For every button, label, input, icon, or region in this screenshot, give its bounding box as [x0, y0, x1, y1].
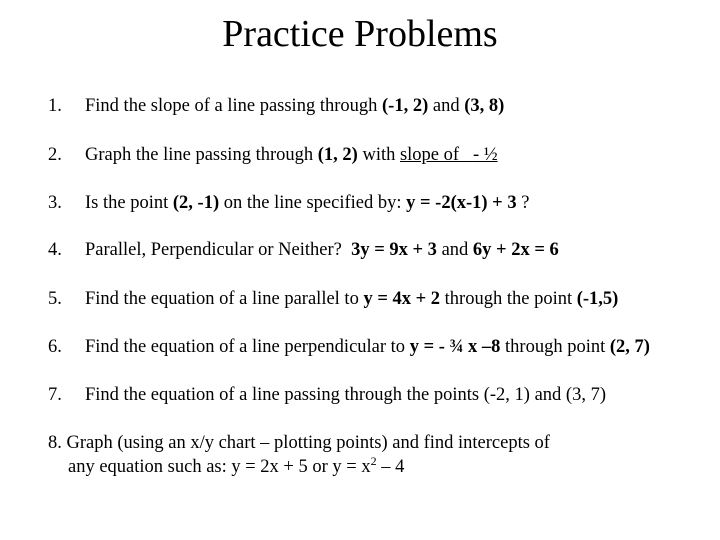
- point: (2, -1): [172, 193, 220, 213]
- equation-a: 3y = 9x + 3: [351, 240, 437, 260]
- problem-1: [48, 94, 504, 118]
- problem-text: and: [436, 240, 473, 260]
- exponent: 2: [370, 454, 377, 468]
- problem-8: [48, 431, 550, 479]
- problem-3: [48, 191, 529, 215]
- slope-value: - ½: [472, 145, 498, 165]
- problem-text: Graph the line passing through: [85, 145, 318, 165]
- problem-text: and: [428, 96, 465, 116]
- equation: y = - ¾ x –8: [409, 337, 501, 357]
- point-b: (3, 8): [464, 96, 505, 116]
- slope-gap: [459, 145, 473, 165]
- problem-8-line-2: [48, 455, 550, 479]
- point-a: (-1, 2): [382, 96, 429, 116]
- problem-2: [48, 143, 498, 167]
- problem-text: Find the equation of a line passing through the points (-2, 1) and (3, 7): [85, 385, 606, 405]
- problem-text: through point: [500, 337, 610, 357]
- point: (-1,5): [576, 289, 619, 309]
- problem-text: Is the point: [85, 193, 173, 213]
- problem-7: [48, 383, 606, 407]
- equation: y = -2(x-1) + 3: [406, 193, 517, 213]
- point: (1, 2): [317, 145, 358, 165]
- problem-8-line-1: 8. Graph (using an x/y chart – plotting points) and find intercepts of: [48, 433, 550, 453]
- problem-number: 5.: [48, 289, 62, 309]
- problem-number: 7.: [48, 385, 62, 405]
- problem-text: through the point: [440, 289, 577, 309]
- problem-number: 1.: [48, 96, 62, 116]
- equation: y = 4x + 2: [363, 289, 441, 309]
- problem-number: 4.: [48, 240, 62, 260]
- problem-text: on the line specified by:: [219, 193, 407, 213]
- point: (2, 7): [609, 337, 650, 357]
- problem-4: [48, 238, 559, 262]
- problem-text: – 4: [376, 457, 405, 477]
- problem-number: 2.: [48, 145, 62, 165]
- problem-text: Find the equation of a line parallel to: [85, 289, 364, 309]
- problem-text: ?: [516, 193, 530, 213]
- problem-text: Find the equation of a line perpendicular to: [85, 337, 410, 357]
- slope-label: slope of: [399, 145, 460, 165]
- problem-text: with: [357, 145, 400, 165]
- problem-text: any equation such as: y = 2x + 5 or y = x: [68, 457, 371, 477]
- problem-number: 6.: [48, 337, 62, 357]
- problem-text: Find the slope of a line passing through: [85, 96, 382, 116]
- equation-b: 6y + 2x = 6: [472, 240, 559, 260]
- problem-5: [48, 287, 618, 311]
- problem-text: Parallel, Perpendicular or Neither?: [85, 240, 352, 260]
- problem-6: [48, 335, 650, 359]
- problem-number: 3.: [48, 193, 62, 213]
- page-title: Practice Problems: [222, 13, 498, 55]
